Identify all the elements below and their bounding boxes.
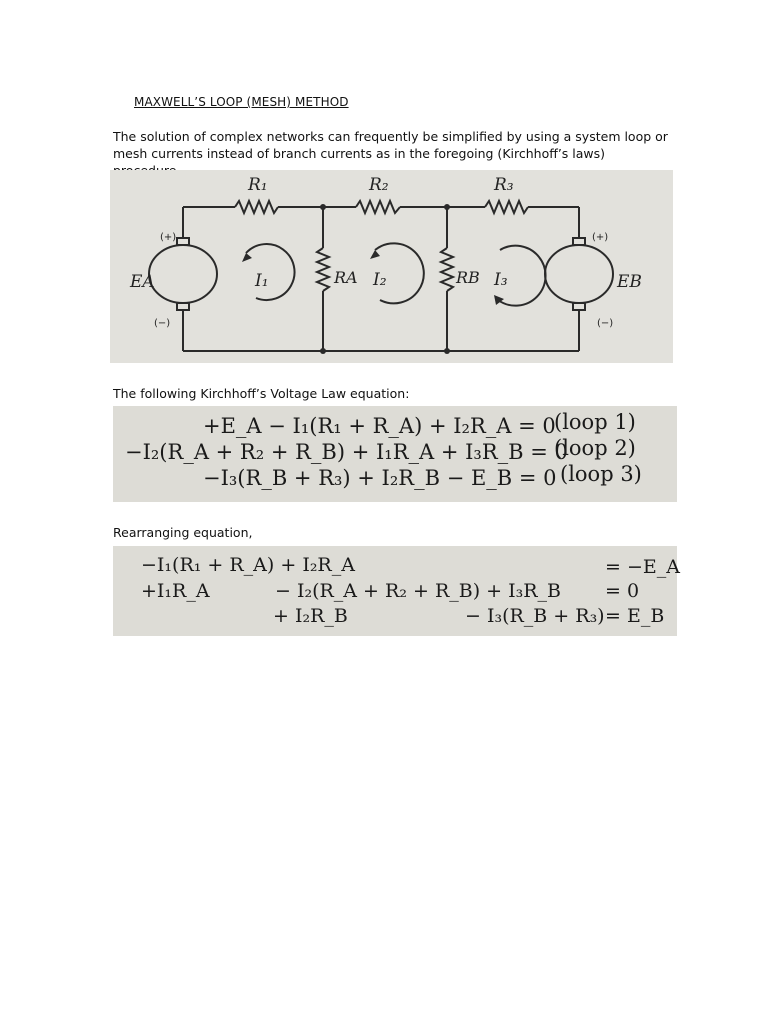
label-r1: R₁ [248, 175, 268, 195]
circuit-diagram [110, 170, 673, 363]
label-ea-minus: (−) [154, 318, 171, 329]
label-i1: I₁ [255, 271, 269, 291]
label-i2: I₂ [373, 270, 387, 290]
label-i3: I₃ [494, 270, 508, 290]
rearranged-equations [113, 546, 680, 636]
intro-paragraph: The solution of complex networks can frequently be simplified by using a system loop or mesh currents instead of branch currents as in the foregoing (Kirchhoff’s laws) [113, 129, 668, 161]
rearr-2a: +I₁R_A [141, 580, 210, 602]
page-title: MAXWELL’S LOOP (MESH) METHOD [134, 95, 349, 109]
circuit-svg [110, 170, 673, 363]
kvl-eq-1: +E_A − I₁(R₁ + R_A) + I₂R_A = 0 [203, 414, 556, 438]
label-eb-minus: (−) [597, 318, 614, 329]
label-r3: R₃ [494, 175, 514, 195]
label-ea-plus: (+) [160, 232, 177, 243]
label-r2: R₂ [369, 175, 389, 195]
rearr-2-rhs: = 0 [605, 580, 640, 602]
rearr-3a: + I₂R_B [273, 605, 348, 627]
label-rb: RB [456, 268, 480, 287]
label-ra: RA [334, 268, 358, 287]
rearr-3-rhs: = E_B [605, 605, 665, 627]
rearr-2b: − I₂(R_A + R₂ + R_B) + I₃R_B [275, 580, 562, 602]
kvl-eq-2: −I₂(R_A + R₂ + R_B) + I₁R_A + I₃R_B = 0 [125, 440, 568, 464]
kvl-eq-3: −I₃(R_B + R₃) + I₂R_B − E_B = 0 [203, 466, 557, 490]
kvl-equations [113, 406, 677, 502]
rearr-1-rhs: = −E_A [605, 556, 680, 578]
rearr-3b: − I₃(R_B + R₃) [465, 605, 605, 627]
kvl-tag-1: (loop 1) [554, 410, 636, 434]
rearrange-label: Rearranging equation, [113, 525, 253, 540]
label-ea: EA [130, 272, 155, 292]
label-eb: EB [617, 272, 642, 292]
label-eb-plus: (+) [592, 232, 609, 243]
kvl-label: The following Kirchhoff’s Voltage Law equation: [113, 386, 410, 401]
kvl-tag-3: (loop 3) [560, 462, 642, 486]
rearr-1a: −I₁(R₁ + R_A) + I₂R_A [141, 554, 355, 576]
kvl-tag-2: (loop 2) [554, 436, 636, 460]
